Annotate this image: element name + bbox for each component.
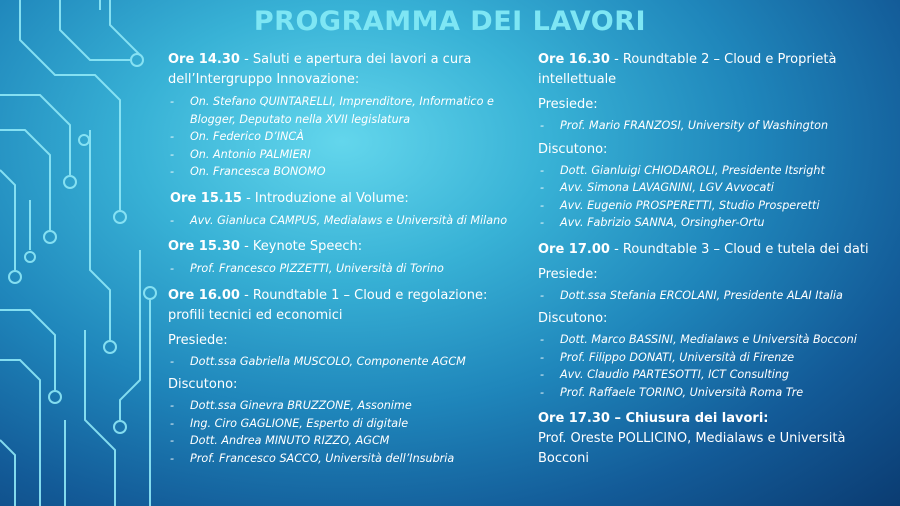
- session-time: Ore 14.30: [168, 52, 240, 67]
- speaker-list: [168, 212, 520, 230]
- panel-list: [538, 162, 898, 232]
- panel-list: [168, 397, 520, 467]
- list-item: - Prof. Francesco SACCO, Università dell’Insubria: [168, 450, 520, 468]
- session-1700: [538, 240, 898, 402]
- session-time: Ore 17.30: [538, 411, 610, 426]
- session-1515: [168, 189, 520, 230]
- discutono-label: Discutono:: [168, 377, 238, 392]
- session-text: - Saluti e apertura dei lavori a cura dell’Intergruppo Innovazione:: [168, 52, 472, 87]
- session-time: Ore 16.30: [538, 52, 610, 67]
- discutono-label: Discutono:: [538, 311, 608, 326]
- session-text: - Introduzione al Volume:: [241, 190, 409, 206]
- session-time: Ore 17.00: [538, 241, 610, 257]
- presiede-label: Presiede:: [168, 332, 228, 348]
- list-item: - Avv. Simona LAVAGNINI, LGV Avvocati: [538, 179, 898, 197]
- session-time: Ore 15.15: [170, 190, 242, 206]
- list-item: - Avv. Fabrizio SANNA, Orsingher-Ortu: [538, 214, 898, 232]
- list-item: - Dott.ssa Gabriella MUSCOLO, Componente AGCM: [168, 353, 520, 371]
- panel-list: [538, 331, 898, 401]
- right-column: [538, 50, 898, 477]
- session-text: - Roundtable 1 – Cloud e regolazione: profili tecnici ed economici: [168, 287, 488, 323]
- presiede-label: Presiede:: [538, 266, 598, 282]
- chair-list: [538, 287, 898, 305]
- chair-list: [168, 353, 520, 371]
- list-item: - Dott.ssa Stefania ERCOLANI, Presidente ALAI Italia: [538, 287, 898, 305]
- session-time: Ore 16.00: [168, 287, 240, 303]
- session-time: Ore 15.30: [168, 239, 240, 254]
- list-item: - Avv. Eugenio PROSPERETTI, Studio Prosperetti: [538, 197, 898, 215]
- list-item: - Dott. Gianluigi CHIODAROLI, Presidente Itsright: [538, 162, 898, 180]
- session-text: – Chiusura dei lavori:: [609, 411, 769, 426]
- speaker-list: [168, 260, 520, 278]
- page-title: PROGRAMMA DEI LAVORI: [253, 6, 647, 37]
- session-text: - Keynote Speech:: [239, 239, 363, 254]
- list-item: - Prof. Mario FRANZOSI, University of Washington: [538, 117, 898, 135]
- list-item: - Prof. Francesco PIZZETTI, Università di Torino: [168, 260, 520, 278]
- list-item: - Prof. Raffaele TORINO, Università Roma Tre: [538, 384, 898, 402]
- session-text: - Roundtable 3 – Cloud e tutela dei dati: [609, 241, 869, 257]
- session-1530: [168, 237, 520, 278]
- session-1600: [168, 286, 520, 468]
- list-item: - Ing. Ciro GAGLIONE, Esperto di digitale: [168, 415, 520, 433]
- closing-speaker: Prof. Oreste POLLICINO, Medialaws e Università Bocconi: [538, 431, 846, 466]
- left-column: [168, 50, 520, 475]
- list-item: - On. Stefano QUINTARELLI, Imprenditore, Informatico e Blogger, Deputato nella XVII legislatura: [168, 93, 520, 128]
- list-item: - On. Federico D’INCÀ: [168, 128, 520, 146]
- session-1430: [168, 50, 520, 181]
- presiede-label: Presiede:: [538, 97, 598, 112]
- list-item: - Prof. Filippo DONATI, Università di Firenze: [538, 349, 898, 367]
- discutono-label: Discutono:: [538, 141, 608, 157]
- session-1730: [538, 409, 898, 469]
- list-item: - Dott. Andrea MINUTO RIZZO, AGCM: [168, 432, 520, 450]
- list-item: - Dott.ssa Ginevra BRUZZONE, Assonime: [168, 397, 520, 415]
- list-item: - On. Antonio PALMIERI: [168, 146, 520, 164]
- list-item: - On. Francesca BONOMO: [168, 163, 520, 181]
- list-item: - Dott. Marco BASSINI, Medialaws e Università Bocconi: [538, 331, 898, 349]
- speaker-list: [168, 93, 520, 181]
- list-item: - Avv. Claudio PARTESOTTI, ICT Consulting: [538, 366, 898, 384]
- chair-list: [538, 117, 898, 135]
- session-1630: [538, 50, 898, 232]
- session-text: - Roundtable 2 – Cloud e Proprietà intellettuale: [538, 52, 837, 87]
- list-item: - Avv. Gianluca CAMPUS, Medialaws e Università di Milano: [168, 212, 520, 230]
